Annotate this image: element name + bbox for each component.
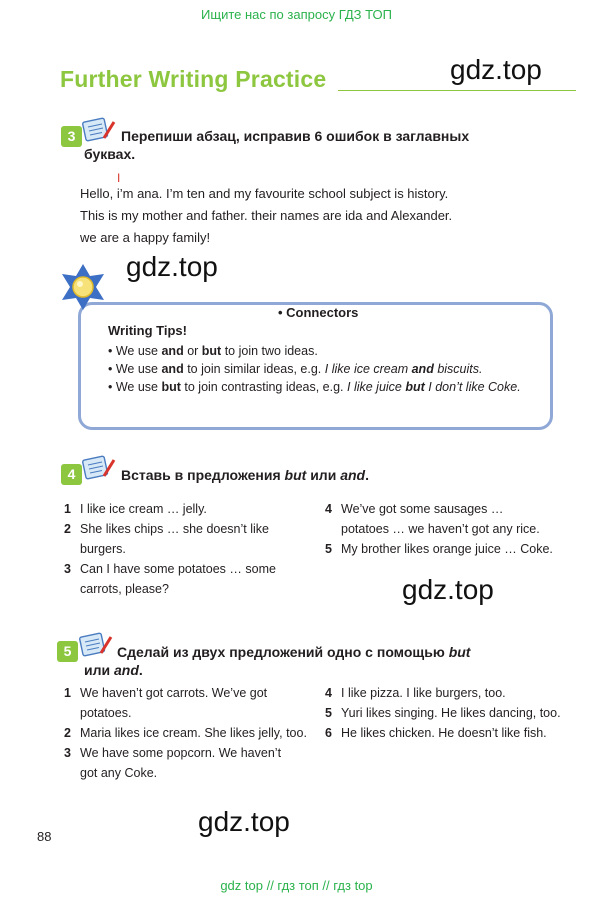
list-item: 2 Maria likes ice cream. She likes jelly, too. <box>64 726 307 740</box>
title-rule <box>338 90 576 91</box>
exercise-4-instruction: Вставь в предложения but или and. <box>121 467 369 483</box>
tip-item: • We use and to join similar ideas, e.g. I like ice cream and biscuits. <box>108 362 483 376</box>
exercise-3-paragraph-line3: we are a happy family! <box>80 230 211 245</box>
exercise-3-number: 3 <box>61 126 82 147</box>
list-item: 3 We have some popcorn. We haven’t got any Coke. <box>64 746 282 780</box>
section-title: Further Writing Practice <box>60 66 327 92</box>
list-item: 5 Yuri likes singing. He likes dancing, too. <box>325 706 561 720</box>
top-search-link[interactable]: Ищите нас по запросу ГДЗ ТОП <box>201 7 392 22</box>
watermark: gdz.top <box>402 574 494 605</box>
watermark: gdz.top <box>126 251 218 282</box>
list-item: 3 Can I have some potatoes … some carrots, please? <box>64 562 276 596</box>
list-item: 6 He likes chicken. He doesn’t like fish. <box>325 726 547 740</box>
tips-heading: • Connectors <box>278 305 359 320</box>
exercise-4-number: 4 <box>61 464 82 485</box>
exercise-3-instruction-line1: Перепиши абзац, исправив 6 ошибок в заглавных <box>121 128 470 144</box>
exercise-3-instruction-line2: буквах. <box>84 146 136 162</box>
correction-mark: I <box>117 171 121 185</box>
list-item: 1 We haven’t got carrots. We’ve got potatoes. <box>64 686 268 720</box>
exercise-3-paragraph-line1: Hello, i’m ana. I’m ten and my favourite school subject is history. <box>80 186 449 201</box>
tip-item: • We use but to join contrasting ideas, e.g. I like juice but I don’t like Coke. <box>108 380 521 394</box>
list-item: 5 My brother likes orange juice … Coke. <box>325 542 553 556</box>
watermark: gdz.top <box>198 806 290 837</box>
list-item: 4 We’ve got some sausages … potatoes … we haven’t got any rice. <box>325 502 540 536</box>
list-item: 4 I like pizza. I like burgers, too. <box>325 686 506 700</box>
lightbulb-tip-icon <box>58 262 108 312</box>
page-number: 88 <box>37 829 52 844</box>
exercise-3-paragraph-line2: This is my mother and father. their names are ida and Alexander. <box>80 208 453 223</box>
watermark: gdz.top <box>450 54 542 85</box>
list-item: 2 She likes chips … she doesn’t like burgers. <box>64 522 269 556</box>
exercise-5-instruction-line1: Сделай из двух предложений одно с помощью but <box>117 644 471 660</box>
writing-notepad-icon <box>82 116 116 142</box>
exercise-5-number: 5 <box>57 641 78 662</box>
tip-item: • We use and or but to join two ideas. <box>108 344 318 358</box>
writing-notepad-icon <box>82 454 116 480</box>
exercise-5-instruction-line2: или and. <box>84 662 143 678</box>
tips-title: Writing Tips! <box>108 323 187 338</box>
footer-links[interactable]: gdz top // гдз топ // гдз top <box>220 878 373 893</box>
writing-notepad-icon <box>79 631 113 657</box>
list-item: 1 I like ice cream … jelly. <box>64 502 207 516</box>
